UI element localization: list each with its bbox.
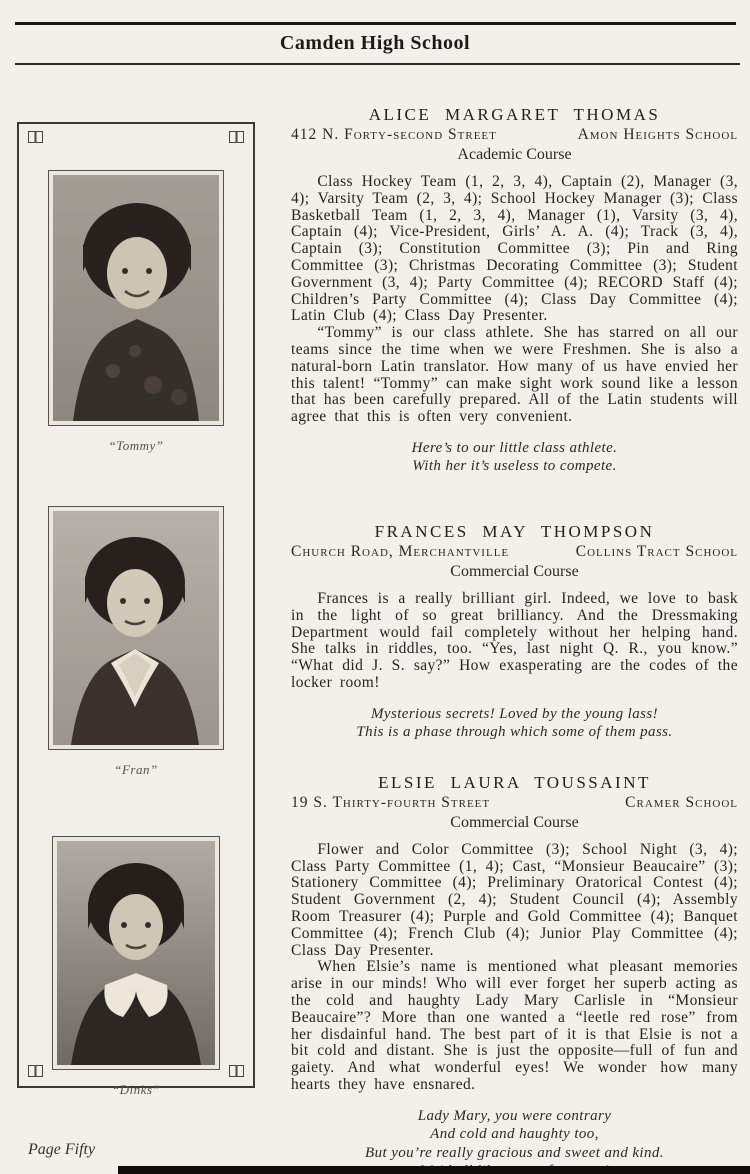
book-ornament-icon	[229, 131, 244, 143]
verse-line: Here’s to our little class athlete.	[411, 439, 618, 456]
portrait-card-fran	[19, 506, 253, 778]
street-address: 412 N. Forty-second Street	[291, 126, 497, 143]
portrait-card-dinks	[19, 836, 253, 1098]
verse-line: Lady Mary, you were contrary	[417, 1107, 612, 1124]
course-label: Commercial Course	[450, 813, 579, 831]
street-address: 19 S. Thirty-fourth Street	[291, 793, 491, 811]
page-title: Camden High School	[279, 32, 471, 54]
portrait-illustration	[57, 841, 215, 1065]
verse-line: Mysterious secrets! Loved by the young lass!	[371, 705, 658, 722]
bio-paragraph: When Elsie’s name is mentioned what pleasant memories arise in our minds! Who will ever forget her superb acting as the cold and haughty Lady Mary Carlisle in “Monsieur Beaucaire”? More than one wanted a “leetle red rose” from her disdainful hand. The best part of it is that Elsie is not a bit cold and distant. She is just the opposite—full of fun and gaiety. And what wonderful eyes! We wonder how many hearts they have ensnared.	[291, 958, 738, 1093]
verse-line: This is a phase through which some of them pass.	[356, 724, 673, 741]
entry-alice-thomas	[291, 105, 738, 476]
grammar-school: Cramer School	[625, 793, 738, 811]
scan-edge-bar	[118, 1166, 750, 1174]
student-name: ELSIE LAURA TOUSSAINT	[378, 772, 651, 792]
verse	[291, 705, 738, 742]
activities-paragraph: Class Hockey Team (1, 2, 3, 4), Captain (2), Manager (3, 4); Varsity Team (2, 3, 4); School Hockey Manager (3); Class Basketball Team (1, 2, 3, 4), Manager (1), Varsity (3, 4), Captain (4); Vice-President, Girls’ A. A. (4); Track (3, 4), Captain (3); Constitution Committee (3); Pin and Ring Committee (3); Christmas Decorating Committee (3); Student Government (3, 4); Party Committee (4); RECORD Staff (4); Children’s Party Committee (4); Class Day Committee (4); Latin Club (4); Class Day Presenter.	[291, 173, 738, 325]
entry-frances-thompson	[291, 522, 738, 742]
verse-line: With her it’s useless to compete.	[412, 458, 617, 475]
photo-caption: “Dinks”	[111, 1082, 161, 1097]
entries-column	[291, 105, 738, 1174]
portrait-card-tommy	[19, 170, 253, 454]
activities-paragraph: Flower and Color Committee (3); School Night (3, 4); Class Party Committee (1, 4); Cast, “Monsieur Beaucaire” (3); Stationery Committee (4); Preliminary Oratorical Contest (4); Student Government (2, 4); Student Council (4); Assembly Room Treasurer (4); Purple and Gold Committee (4); Banquet Committee (4); French Club (4); Junior Play Committee (4); Class Day Presenter.	[291, 840, 738, 959]
bio-paragraph: “Tommy” is our class athlete. She has starred on all our teams since the time when we were Freshmen. She is also a natural-born Latin translator. How many of us have envied her this talent! “Tommy” can make sight work sound like a lesson that has been carefully prepared. All of the Latin students will agree that this is often very convenient.	[291, 324, 738, 426]
photo-caption: “Tommy”	[108, 438, 164, 453]
grammar-school: Collins Tract School	[575, 542, 738, 560]
portrait-photo-fran	[48, 506, 224, 750]
entry-elsie-toussaint	[291, 773, 738, 1174]
address-row	[291, 543, 738, 561]
book-ornament-icon	[229, 1065, 244, 1077]
bio-paragraph: Frances is a really brilliant girl. Indeed, we love to bask in the light of so great brilliancy. And the Dressmaking Department would fail completely without her helping hand. She talks in riddles, too. “Yes, last night Q. R., you know.” “What did J. S. say?” How exasperating are the codes of the locker room!	[291, 589, 738, 691]
student-name: FRANCES MAY THOMPSON	[374, 521, 655, 541]
verse-line: But you’re really gracious and sweet and kind.	[365, 1144, 664, 1161]
book-ornament-icon	[28, 1065, 43, 1077]
address-row	[291, 126, 738, 144]
photo-caption: “Fran”	[114, 762, 158, 777]
course-label: Academic Course	[457, 146, 572, 163]
portrait-illustration	[53, 175, 219, 421]
course-label: Commercial Course	[450, 562, 579, 580]
verse	[291, 439, 738, 476]
page-number: Page Fifty	[28, 1141, 96, 1158]
verse-line: And cold and haughty too,	[430, 1126, 599, 1143]
header-rule-top	[15, 22, 736, 25]
student-name: ALICE MARGARET THOMAS	[368, 105, 661, 124]
photo-strip	[17, 122, 255, 1097]
grammar-school: Amon Heights School	[577, 126, 738, 143]
verse	[291, 1107, 738, 1174]
header-rule-bottom	[15, 63, 740, 65]
portrait-photo-tommy	[48, 170, 224, 426]
portrait-photo-dinks	[52, 836, 220, 1070]
book-ornament-icon	[28, 131, 43, 143]
portrait-illustration	[53, 511, 219, 745]
address-row	[291, 794, 738, 812]
street-address: Church Road, Merchantville	[291, 542, 510, 560]
